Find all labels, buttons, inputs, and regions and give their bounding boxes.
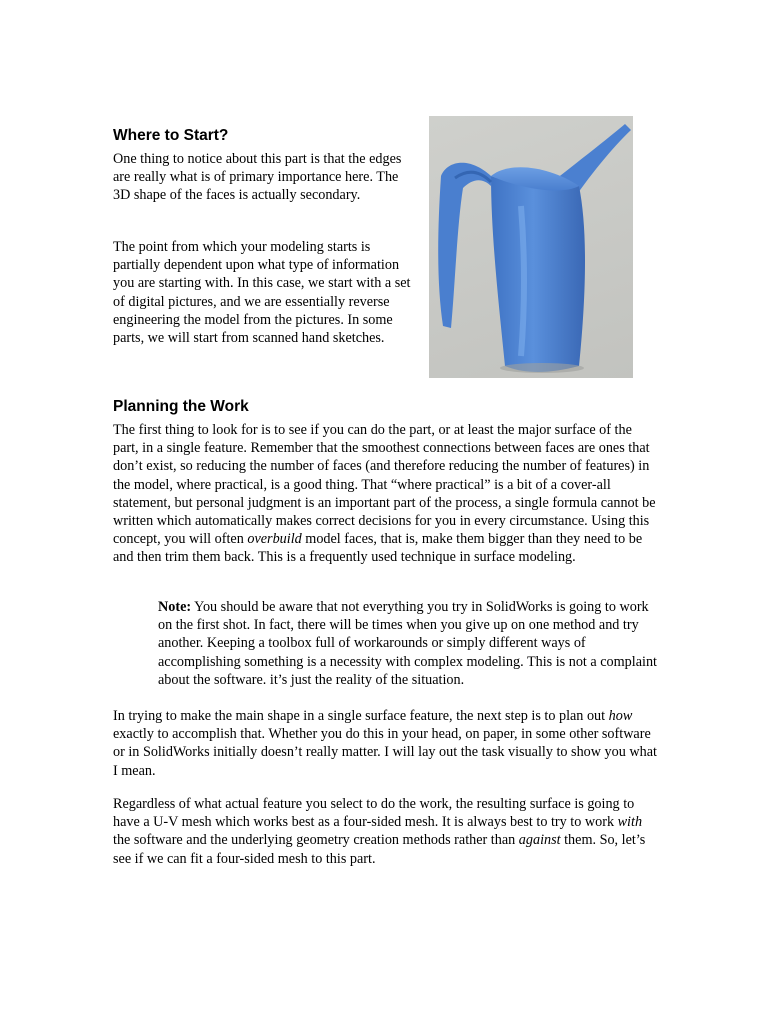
watering-can-photo xyxy=(429,116,633,378)
planning-paragraph-1-start: The first thing to look for is to see if you can do the part, or at least the major surface of the part, in a single feature. Remember that the smoothest connections between faces are ones that don’t exist, so reducing the number of faces (and therefore reducing the number of features) in the model, where practical, is a good thing. That “where practical” is a bit of a cover-all statement, but personal judgment is an important part of the process, a single formula cannot be written which automatically makes correct decisions for you in every circumstance. Using this concept, you will often xyxy=(113,422,656,548)
note-label: Note: xyxy=(158,599,192,615)
planning-paragraph-2-end: exactly to accomplish that. Whether you do this in your head, on paper, in some other software or in SolidWorks initially doesn’t really matter. I will lay out the task visually to show you what I mean. xyxy=(113,726,657,779)
planning-paragraph-2 xyxy=(113,707,658,780)
planning-paragraph-2-emphasis: how xyxy=(608,708,633,724)
planning-paragraph-3-emphasis-with: with xyxy=(617,814,643,831)
planning-paragraph-3-emphasis-against: against xyxy=(518,832,561,849)
note-paragraph xyxy=(158,598,658,689)
note-text: You should be aware that not everything you try in SolidWorks is going to work on the first shot. In fact, there will be times when you give up on one method and try another. Keeping a toolbox full of workarounds or simply different ways of accomplishing something is a necessity with complex modeling. This is not a complaint about the software. it’s just the reality of the situation. xyxy=(158,599,657,688)
where-to-start-paragraph-2: The point from which your modeling starts is partially dependent upon what type of information you are starting with. In this case, we start with a set of digital pictures, and we are essentially reverse engineering the model from the pictures. In some parts, we will start from scanned hand sketches. xyxy=(113,239,411,347)
planning-paragraph-3 xyxy=(113,795,658,868)
heading-where-to-start: Where to Start? xyxy=(113,127,229,144)
planning-paragraph-3-middle: the software and the underlying geometry creation methods rather than xyxy=(113,814,650,849)
planning-paragraph-3-start: Regardless of what actual feature you select to do the work, the resulting surface is going to have a U-V mesh which works best as a four-sided mesh. It is always best to try to work xyxy=(113,796,635,831)
watering-can-illustration xyxy=(429,116,633,378)
planning-paragraph-1-end: model faces, that is, make them bigger than they need to be and then trim them back. This is a frequently used technique in surface modeling. xyxy=(113,531,643,566)
planning-paragraph-1-emphasis: overbuild xyxy=(247,531,302,548)
planning-paragraph-2-start: In trying to make the main shape in a single surface feature, the next step is to plan out xyxy=(113,708,609,724)
planning-paragraph-1 xyxy=(113,421,658,567)
where-to-start-paragraph-1: One thing to notice about this part is that the edges are really what is of primary importance here. The 3D shape of the faces is actually secondary. xyxy=(113,151,402,204)
planning-paragraph-3-end: them. So, let’s see if we can fit a four-sided mesh to this part. xyxy=(113,832,646,867)
heading-planning-the-work: Planning the Work xyxy=(113,398,249,415)
